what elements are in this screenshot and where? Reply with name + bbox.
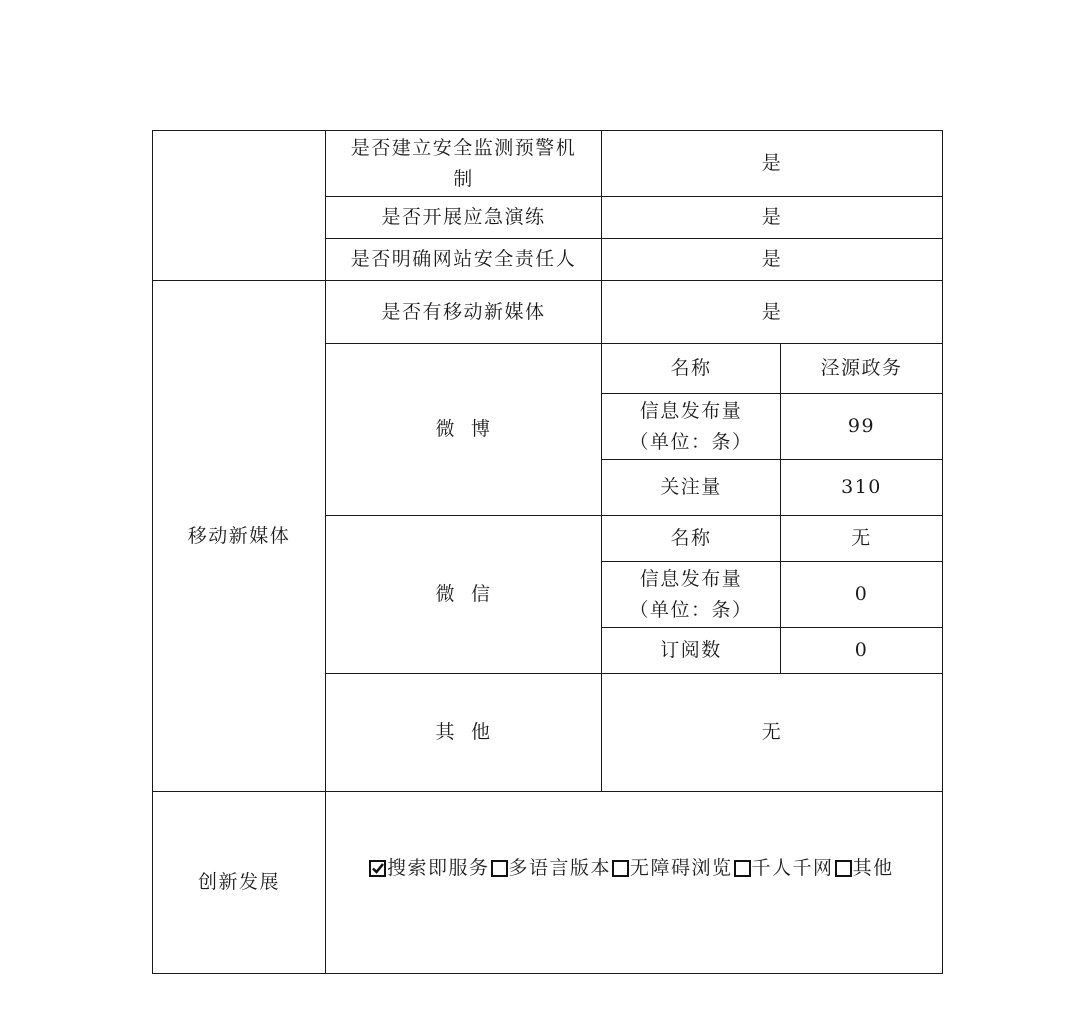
table-border-right: [942, 130, 943, 974]
option-label: 其他: [852, 856, 894, 879]
security-label-responsible: 是否明确网站安全责任人: [350, 248, 577, 270]
has-media-label: 是否有移动新媒体: [381, 300, 546, 323]
option-label: 搜索即服务: [387, 856, 490, 879]
checkbox-accessibility[interactable]: [612, 860, 629, 877]
weibo-label: 微 博: [435, 418, 492, 440]
innovation-section-label: 创新发展: [197, 871, 280, 893]
weixin-posts-value: 0: [854, 583, 869, 605]
security-value-responsible: 是: [761, 248, 783, 270]
weibo-name-value: 泾源政务: [820, 357, 903, 379]
security-value-drill: 是: [761, 206, 783, 228]
weixin-name-label: 名称: [670, 527, 712, 549]
other-media-value: 无: [761, 721, 783, 743]
has-media-value: 是: [761, 300, 783, 323]
mobile-section-label: 移动新媒体: [187, 524, 291, 547]
weixin-label: 微 信: [435, 583, 492, 605]
checkbox-personalized[interactable]: [734, 860, 751, 877]
weixin-name-value: 无: [851, 527, 872, 549]
checkbox-search-service[interactable]: [369, 860, 386, 877]
security-label-monitoring: 是否建立安全监测预警机制: [350, 136, 577, 190]
table-border-bottom: [152, 973, 943, 974]
option-label: 千人千网: [751, 856, 834, 879]
other-media-label: 其 他: [435, 721, 492, 743]
option-label: 多语言版本: [508, 856, 612, 879]
innovation-options: [326, 792, 942, 944]
check-icon: [370, 860, 386, 876]
weibo-name-label: 名称: [670, 357, 712, 379]
weixin-posts-label: 信息发布量（单位：条）: [629, 567, 753, 621]
option-label: 无障碍浏览: [630, 856, 733, 879]
weixin-subscribers-value: 0: [854, 639, 869, 661]
security-label-drill: 是否开展应急演练: [381, 206, 546, 228]
weixin-subscribers-label: 订阅数: [660, 639, 722, 661]
weibo-followers-label: 关注量: [660, 476, 722, 498]
checkbox-other[interactable]: [835, 860, 852, 877]
weibo-posts-label: 信息发布量（单位：条）: [629, 399, 753, 453]
weibo-followers-value: 310: [841, 476, 882, 498]
checkbox-multi-language[interactable]: [491, 860, 508, 877]
weibo-posts-value: 99: [847, 415, 876, 437]
security-value-monitoring: 是: [761, 152, 783, 174]
